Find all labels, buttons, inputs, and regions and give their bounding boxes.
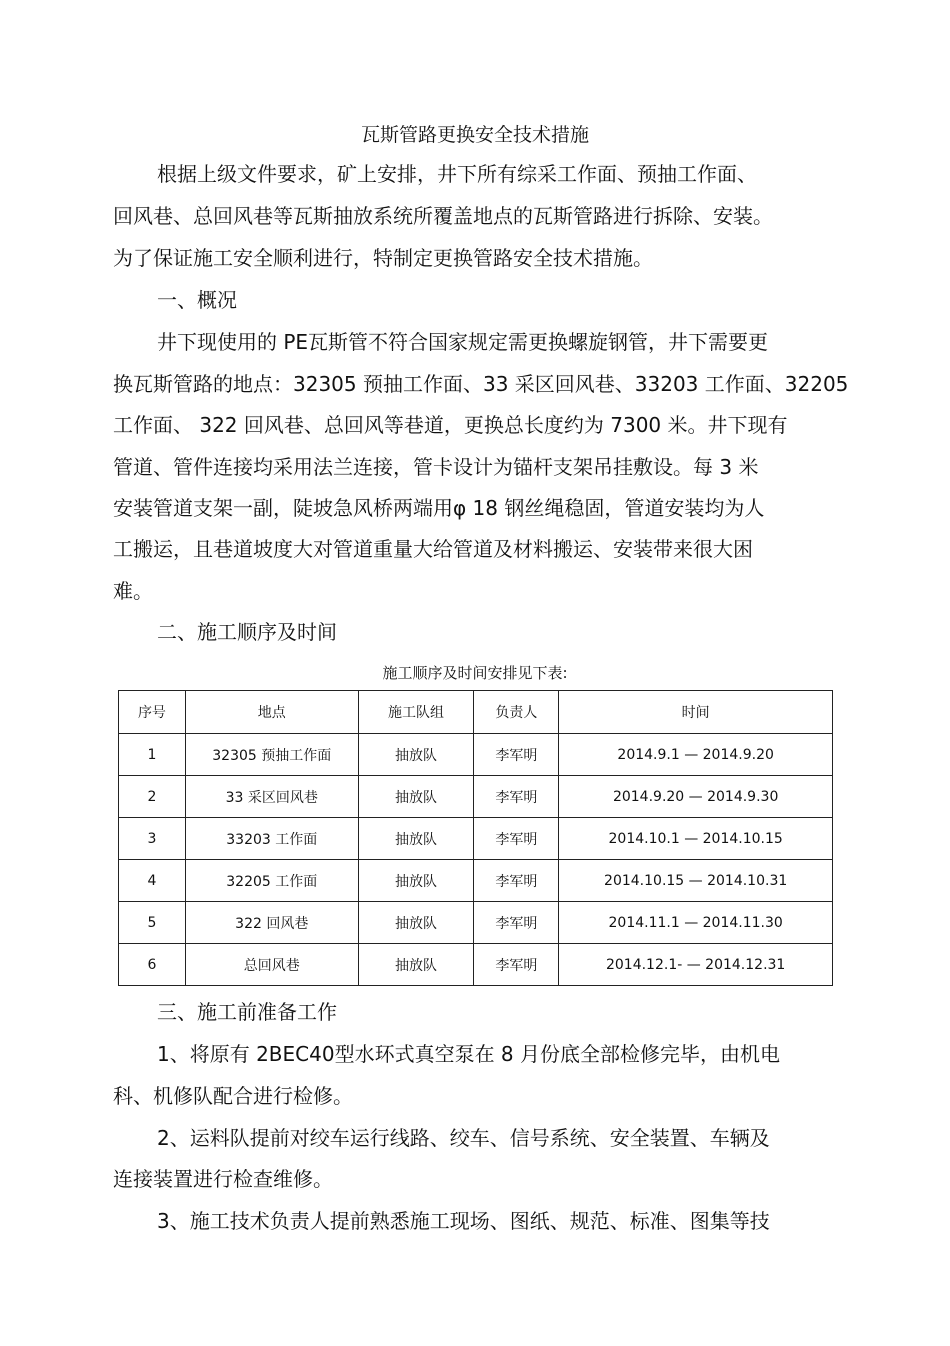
intro-line-1: 根据上级文件要求，矿上安排，井下所有综采工作面、预抽工作面、 bbox=[157, 162, 757, 186]
table-header-row bbox=[119, 691, 833, 734]
section1-line-2: 换瓦斯管路的地点：32305 预抽工作面、33 采区回风巷、33203 工作面、32205 bbox=[113, 372, 849, 396]
section1-line-6: 工搬运，且巷道坡度大对管道重量大给管道及材料搬运、安装带来很大困 bbox=[113, 537, 753, 561]
section1-heading: 一、概况 bbox=[157, 288, 237, 312]
cell-index: 6 bbox=[119, 944, 186, 986]
cell-location: 33203 工作面 bbox=[185, 818, 358, 860]
cell-time: 2014.9.1 — 2014.9.20 bbox=[559, 734, 833, 776]
cell-owner: 李军明 bbox=[474, 734, 559, 776]
section3-line-5: 3、施工技术负责人提前熟悉施工现场、图纸、规范、标准、图集等技 bbox=[157, 1209, 770, 1233]
cell-time: 2014.11.1 — 2014.11.30 bbox=[559, 902, 833, 944]
schedule-table bbox=[118, 690, 833, 986]
table-row bbox=[119, 776, 833, 818]
cell-location: 32205 工作面 bbox=[185, 860, 358, 902]
cell-index: 3 bbox=[119, 818, 186, 860]
cell-location: 322 回风巷 bbox=[185, 902, 358, 944]
cell-owner: 李军明 bbox=[474, 818, 559, 860]
cell-team: 抽放队 bbox=[358, 902, 474, 944]
section1-line-3: 工作面、 322 回风巷、总回风等巷道，更换总长度约为 7300 米。井下现有 bbox=[113, 413, 788, 437]
cell-team: 抽放队 bbox=[358, 944, 474, 986]
section3-line-1: 1、将原有 2BEC40型水环式真空泵在 8 月份底全部检修完毕，由机电 bbox=[157, 1042, 781, 1066]
section1-line-4: 管道、管件连接均采用法兰连接，管卡设计为锚杆支架吊挂敷设。每 3 米 bbox=[113, 455, 759, 479]
table-row bbox=[119, 734, 833, 776]
cell-location: 32305 预抽工作面 bbox=[185, 734, 358, 776]
cell-index: 2 bbox=[119, 776, 186, 818]
intro-line-2: 回风巷、总回风巷等瓦斯抽放系统所覆盖地点的瓦斯管路进行拆除、安装。 bbox=[113, 204, 773, 228]
cell-team: 抽放队 bbox=[358, 818, 474, 860]
section1-line-7: 难。 bbox=[113, 579, 153, 603]
cell-time: 2014.10.15 — 2014.10.31 bbox=[559, 860, 833, 902]
cell-time: 2014.9.20 — 2014.9.30 bbox=[559, 776, 833, 818]
header-owner: 负责人 bbox=[474, 691, 559, 734]
section3-line-4: 连接装置进行检查维修。 bbox=[113, 1167, 333, 1191]
header-index: 序号 bbox=[119, 691, 186, 734]
cell-index: 1 bbox=[119, 734, 186, 776]
cell-team: 抽放队 bbox=[358, 860, 474, 902]
section3-line-2: 科、机修队配合进行检修。 bbox=[113, 1084, 353, 1108]
document-title: 瓦斯管路更换安全技术措施 bbox=[360, 124, 589, 146]
cell-owner: 李军明 bbox=[474, 902, 559, 944]
cell-owner: 李军明 bbox=[474, 944, 559, 986]
cell-team: 抽放队 bbox=[358, 734, 474, 776]
table-row bbox=[119, 944, 833, 986]
section3-heading: 三、施工前准备工作 bbox=[157, 1000, 337, 1024]
cell-time: 2014.12.1- — 2014.12.31 bbox=[559, 944, 833, 986]
header-location: 地点 bbox=[185, 691, 358, 734]
cell-index: 5 bbox=[119, 902, 186, 944]
cell-index: 4 bbox=[119, 860, 186, 902]
cell-team: 抽放队 bbox=[358, 776, 474, 818]
cell-owner: 李军明 bbox=[474, 776, 559, 818]
section1-line-5: 安装管道支架一副，陡坡急风桥两端用φ 18 钢丝绳稳固，管道安装均为人 bbox=[113, 496, 765, 520]
cell-location: 33 采区回风巷 bbox=[185, 776, 358, 818]
cell-location: 总回风巷 bbox=[185, 944, 358, 986]
section1-line-1: 井下现使用的 PE瓦斯管不符合国家规定需更换螺旋钢管，井下需要更 bbox=[157, 330, 769, 354]
cell-owner: 李军明 bbox=[474, 860, 559, 902]
intro-line-3: 为了保证施工安全顺利进行，特制定更换管路安全技术措施。 bbox=[113, 246, 653, 270]
table-row bbox=[119, 818, 833, 860]
cell-time: 2014.10.1 — 2014.10.15 bbox=[559, 818, 833, 860]
table-caption: 施工顺序及时间安排见下表: bbox=[382, 664, 568, 682]
section2-heading: 二、施工顺序及时间 bbox=[157, 620, 337, 644]
table-row bbox=[119, 860, 833, 902]
header-team: 施工队组 bbox=[358, 691, 474, 734]
table-row bbox=[119, 902, 833, 944]
header-time: 时间 bbox=[559, 691, 833, 734]
section3-line-3: 2、运料队提前对绞车运行线路、绞车、信号系统、安全装置、车辆及 bbox=[157, 1126, 770, 1150]
